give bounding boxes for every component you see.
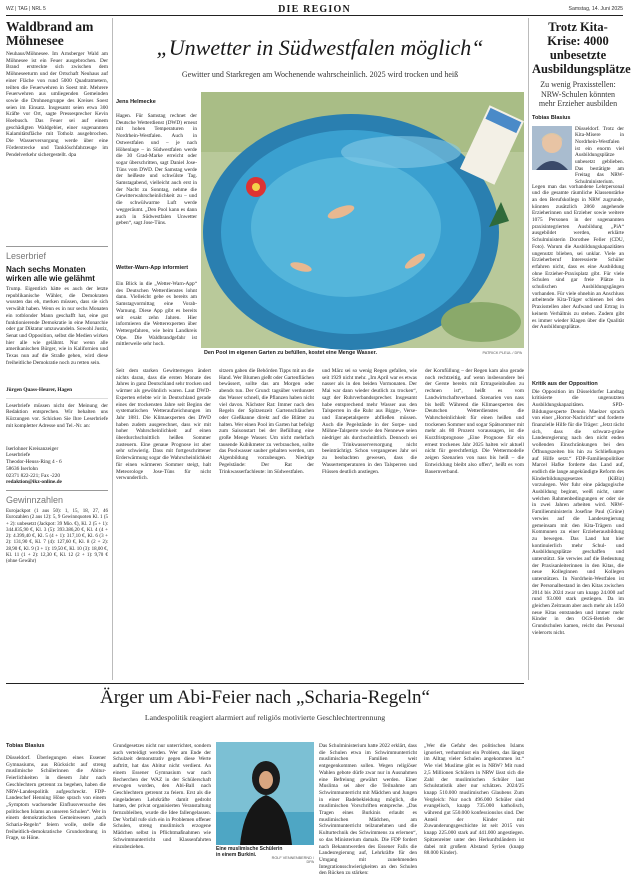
address-email: redaktion@ikz-online.de <box>6 479 62 486</box>
main-body-col3: und März sei so wenig Regen gefallen, wie seit 1929 nicht mehr. „Im April war es etwas nasser als in den beiden Vormonaten. Der Mai war dann wieder deutlich zu trocken“, sagt der Ruhrverbandssprecher. Insgesamt habe entsprechend mehr Wasser aus den Talsperren in die Ruhr aus Bigge-, Verse- und Ennepetalsperre abfließen müssen. Auch die Pegelstände in der Sorpe- und Möhne-Talsperre sowie den Nennewe seien niedriger als durchschnittlich. Dennoch sei die Trinkwasserversorgung nicht beeinträchtigt. Schon vergangenes Jahr sei zu beobachten gewesen, dass die Wassertemperaturen in den Talsperren und Flüssen deutlich anstiegen. <box>322 368 417 475</box>
burkini-credit: ROLF VENNENBERND / DPA <box>271 856 314 864</box>
address-line: Leserbriefe <box>6 452 31 459</box>
abi-author: Tobias Blasius <box>6 743 45 749</box>
divider <box>6 398 108 399</box>
abi-body-col2: Grundgesetzes nicht nur unterrichtet, sondern auch verteidigt werden. Wer am Ende der Schulzeit demonstrativ gegen diese Werte auftritt, hat das Abitur nicht verdient. An einem Essener Gymnasium war nach Recherchen der WAZ in der Schülerschaft erwogen worden, den Abi-Ball nach Geschlechtern getrennt zu feiern. Erst als die eingeladenen Lehrkräfte damit gedroht hatten, der privat organisierten Veranstaltung fernzubleiben, wurde die Idee fallengelassen. Der Vorfall rufe sich ein in Problemen offener Schulen, streng muslimisch erzogene Mädchen selbst in Pflichtmaßnahmen wie Schwimmunterricht und Klassenfahrten einzubeziehen. <box>113 743 211 850</box>
burkini-caption: Eine muslimische Schülerin in einem Burkini. <box>216 846 283 858</box>
main-body-col1: Seit dem starken Gewitterregen ändert nichts daran, dass die ersten Monate des Jahres in ganz Deutschland sehr trocken und wärmer als gewöhnlich waren. Laut DWD-Experten erlebte wir in Deutschland gerade eines der trockensten Jahre seit Beginn der systematischen Wetteraufzeichnungen im Jahr 1881. Die Klimaexperten des DWD haben zudem ausgerechnet, dass wir mit hoher Wahrscheinlichkeit auf einen überdurchschnittlich heißen Sommer zusteuern. Eine genaue Prognose ist aber sehr schwierig. Dass mit fortgeschrittener Erderwärmung sogar die Wahrscheinlichkeit für einen wärmeren Sommer steigt, halt Meteorologe Jose-Tüns für nicht verwunderlich. <box>116 368 211 482</box>
leserbrief-title: Nach sechs Monaten wirken alle wie gelähmt <box>6 265 95 283</box>
portrait-illustration <box>532 126 572 170</box>
abi-subtitle: Landespolitik reagiert alarmiert auf religiös motivierte Geschlechtertrennung <box>144 713 386 722</box>
kita-body: Legen man das vorhandene Lehrpersonal und die gesamte räumliche Klassenstärke an den Berufskollegs in NRW zugrunde, könnten zusätzlich 2860 angehende Erzieherinnen und Erzieher sowie weitere 1075 Personen in der sogenannten praxisintegrierten Ausbildung „PiA“ ausgebildet werden, erklärte Schulministerin Dorothee Feller (CDU, Foto). Warum die Ausbildungskapazitäten ungenutzt blieben, sei unklar. Viele an Erzieherberuf Interessierte Schüler erfahren nicht, dass es eine Ausbildung ohne Erzieher-Praxisplatz gibt. Für viele Schulen sind gar freie Plätze in schulischen Ausbildungsgängen vorhanden. Für viele ohnehin an Anschluss arbeitende Kita-Träger schienen bei den Praxisstellen aber Aufwand und Ertrag in keinem Verhältnis zu stehen. Zudem gibt es immer wieder Klagen über die Qualität der Ausbildungsplätze. <box>532 183 624 331</box>
pool-illustration <box>201 92 524 348</box>
address-line: Theodor-Heuss-Ring 4 - 6 <box>6 459 62 466</box>
main-body-col4: der Kornfüllung – der Regen kam also gerade noch rechtzeitig, auf wenn insbesondere bei der Gerste bereits mit Ertragseinbußen zu rechnen ist“, heißt es vom Landwirtschaftsverband. Szenarien von nass bis heiß: Während die Klimaexperten des Deutschen Wetterdienstes die Wahrscheinlichkeit für einen heißen und trockenen Sommer und sogar Spätsommer mit mehr als 80 Prozent voraussagen, ist die Kurzfristprognose „Eine Prognose für ein ernest trockenes Jahr 2025 halten wir aktuell nicht für gerechtfertigt. Die Wettermodelle zeigen Szenarien von nass bis heiß – die Entwicklung bleibt also offen“, heißt es vom Bauernverband. <box>425 368 524 475</box>
abi-body-col3: Das Schulministerium hatte 2022 erklärt, dass die Schulen etwa im Schwimmunterricht muslimischen Familien weit entgegenkommen sollen. Wegen religiöser Wahlen gebote dürfe zwar nur in Ausnahmen eine Befreiung gewährt werden. Einer Muslima sei aber die Teilnahme am Schwimmunterricht mit Mädchen und Jungen in einer Badebekleidung möglich, die muslimischen Vorschriften entspreche. „Das Tragen eines Burkinis erlaubt es muslimischen Mädchen, am Schwimmunterricht teilzunehmen und die Kulturtechnik des Schwimmens zu erlernen“, so das Ministerium damals. Die FDP fordert nach Bekanntwerden des Essener Falls die Landesregierung auf, Lehrkräfte für den Umgang mit zunehmenden Integrationsschwierigkeiten an den Schulen den Rücken zu stärken: <box>319 743 417 877</box>
brand-article-title: Waldbrand am Möhnesee <box>6 19 94 48</box>
address-line: Iserlohner Kreisanzeiger <box>6 445 59 452</box>
burkini-illustration <box>216 742 314 845</box>
abi-body-col1: Düsseldorf. Überlegungen eines Essener Gymnasiums, aus Rücksicht auf streng muslimische Schülerinnen die Abitur-Feierlichkeiten in diesem Jahr nach Geschlechtern getrennt zu begehen, haben die NRW-Landespolitik aufgeschreckt. FDP-Landeschef Henning Höne sprach von einem „Symptom wachsender Einflussversuche des politischen Islams an unseren Schulen“. Wer in einem demokratischen Gemeinwesen „nach Scharia-Regeln“ feiern wolle, stelle die freiheitlich-demokratische Grundordnung in Frage, so Höne. <box>6 755 106 842</box>
pool-credit: PATRICK PLEUL / DPA <box>482 351 522 355</box>
pool-photo <box>201 92 524 348</box>
app-kicker: Wetter-Warn-App informiert <box>116 265 189 271</box>
divider <box>6 246 108 247</box>
leserbrief-label: Leserbrief <box>6 251 47 261</box>
kita-headline: Trotz Kita-Krise: 4000 unbesetzte Ausbildungsplätze <box>532 20 631 76</box>
leserbrief-author: Jürgen Quass-Heurer, Hagen <box>6 387 73 393</box>
kita-author: Tobias Blasius <box>532 114 571 121</box>
main-body-col2: sitzern gaben die Behörden Tipps mit an die Hand. Wer Blumen gießt oder Gartenflächen bewässert, sollte das am Morgen oder abends tun. Der Grund: tagsüber verdunstet das Wasser schnell, die Pflanzen haben nicht viel davon. Nächster Rat: Immer nach den Regeln der Spitzenzeit Gartenschläuchen oder Gießkanne direkt auf die Blätter zu halten. Wer einen Pool im Garten hat befolgt zum Saisonstart bei der Befüllung eine große Menge Wasser. Um nicht mehrfach tausende Kubikmeter zu verbrauchen, sollte das Poolwasser sauber gehalten werden, um Algenbildung vorzubeugen. Niedrige Pegelstände: Der Rat der Trinkwasserfachleute: im Südwestfalen. <box>219 368 314 475</box>
leserbrief-body: Trump. Eigentlich hätte es auch der letzte republikanische Wähler, die Demokraten wussten das eh, merken müssen, dass sie sich verwählt haben. Wenn es in nur sechs Monaten ein rotblonder Mann geschafft hat, eine gut funktionierende Demokratie in eine Monarchie oder gar Diktatur umzuwandeln. Sowohl Justiz, Senat und Opposition, selbst die Medien wirken hier alle wie gelähmt. Nur wenn alle amerikanischen Bürger, wie in Kalifornien und Texas nun auf die Straße gehen, wird diese freiheitliche Demokratie noch zu retten sein. <box>6 286 108 366</box>
column-divider-left <box>112 18 113 680</box>
abi-headline: Ärger um Abi-Feier nach „Scharia-Regeln“ <box>100 687 430 708</box>
main-subtitle: Gewitter und Starkregen am Wochenende wahrscheinlich. 2025 wird trocken und heiß <box>181 70 459 79</box>
bottom-divider <box>6 683 524 684</box>
main-intro-body: Hagen. Für Samstag rechnet der Deutsche Wetterdienst (DWD) erneut mit hohen Temperaturen in Nordrhein-Westfalen. Auch in Ostwestfalen und – je nach Höhenlage – in Südwestfalen werde die 30 Grad-Marke erreicht oder sogar überschritten, sagt Daniel Jose-Tüns vom DWD. Der Samstag werde der heißeste und schwülste Tag. Samstagabend, vielleicht auch erst in der Nacht zu Sonntag, nehme die Gewitterwahrscheinlichkeit zu – und die schwülwarme Luft werde weggeräumt. „Den Pool kann es dann auch in Südwestfalen Unwetter geben“, sagt Jose-Tüns. <box>116 113 197 227</box>
address-line: 58636 Iserlohn <box>6 465 38 472</box>
burkini-photo <box>216 742 314 845</box>
pool-caption: Den Pool im eigenen Garten zu befüllen, kostet eine Menge Wasser. <box>204 350 377 356</box>
kita-intro-body: Düsseldorf. Trotz der Kita-Misere in Nordrhein-Westfalen ist ein enorm viel Ausbildungsplätze unbesetzt geblieben. Das bestätigte am Freitag das NRW-Schulministerium. <box>575 125 624 186</box>
paper-id: WZ | TAG | NRL 5 <box>6 6 46 12</box>
kita-subtitle: Zu wenig Praxisstellen: NRW-Schulen könnten mehr Erzieher ausbilden <box>538 80 618 108</box>
brand-article-body: Neuhaus/Möhnesee. Im Arnsberger Wald am Möhnesee ist ein Feuer ausgebrochen. Der Brand erstreckte sich zwischen dem Möhneseeturm und der Ortschaft Neuhaus auf einer Fläche von rund 5000 Quadratmetern, teilten die Feuerwehren in Soest mit. Mehrere Feuerwehren aus umliegenden Gemeinden sowie die Drohnengruppe des Kreises Soest seien im Einsatz. Insgesamt seien etwa 300 Kräfte vor Ort, sagte Pressesprecher Kevin Hoebusch. Das Feuer sei auf einem geschädigten Waldgebiet, einer sogenannten Kalamitätsfläche mit Totholz ausgebrochen. Die Wasserversorgung werde über eine Förderstrecke und Tanklöschfahrzeuge im Pendelverkehr sichergestellt. dpa <box>6 51 108 158</box>
opposition-kicker: Kritik aus der Opposition <box>532 380 598 387</box>
kita-intro <box>532 125 624 186</box>
column-divider-right <box>528 18 529 680</box>
opposition-body: Die Opposition im Düsseldorfer Landtag kritisierte die ungenutzten Ausbildungskapazitäten. SPD-Bildungsexperte Dennis Maelzer sprach von einer „Horror-Nachricht“ und forderte finanzielle Hilfe für die Träger: „Jetzt rächt sich, dass die schwarz-grüne Landesregierung nach den nicht enden wollenden Einschränkungen bei den Öffnungszeiten bis hin zu Schließungen auf Hilfe setzt.“ FDP-Familienpolitiker Marcel Hafke forderte das Land auf, endlich die lange angekündigte Reform des Kinderbildungsgesetzes (KiBiz) vorzulegen. Wer fuhr eine pädagogische Ausbildung beginnt, weiß nicht, unter welchen Rahmenbedingungen er oder sie in zwei Jahren arbeiten wird. NRW-Familienministerin Josefine Paul (Grüne) verwies auf die Landesregierung gemeinsam mit den Kita-Trägern und Kommunen zu einer Erzieherausbildung zu bewegen. Das Land hat hier kontinuierlich mehr Schul- und Ausbildungsplätze geschaffen und unterstützt. Sie verwies auf die Bedeutung der Praxisanleiterinnen in den Kitas, die neue Kolleginnen und Kollegen unterstützen. In Nordrhein-Westfalen ist der Personalbestand in den Kitas zwischen 2014 bis 2024 zwar um knapp 24.000 auf rund 93.000 stark gestiegen. Da im gleichen Zeitraum aber auch mehr als 1450 neue Kitas entstanden und immer mehr Kinder in den OGS-Betrieb der Grundschulen kamen, reicht das Personal vielerorts nicht. <box>532 388 624 636</box>
leserbrief-note: Leserbriefe müssen nicht der Meinung der Redaktion entsprechen. Wir behalten uns Kürzungen vor. Schicken Sie Ihre Leserbriefe mit kompletter Adresse und Tel.-Nr. an: <box>6 402 108 429</box>
main-headline: „Unwetter in Südwestfalen möglich“ <box>156 35 484 60</box>
gewinnzahlen-label: Gewinnzahlen <box>6 494 64 505</box>
app-body: Ein Blick in die „Wetter-Warn-App“ des Deutschen Wetterdienstes lohnt dann. Vielleicht gebe es bereits am Samstagvormittag eine Vorab-Warnung. Diese App gibt es bereits seit exakt zehn Jahren. Hier informieren die Wetterexperten über Wettergefahren, wie beim Landkreis Olpe. Die Waldbrandgefahr ist mittlerweile sehr hoch. <box>116 281 197 348</box>
main-author: Jens Helmecke <box>116 99 156 105</box>
issue-date: Samstag, 14. Juni 2025 <box>568 6 623 12</box>
minister-portrait <box>532 126 572 170</box>
left-column <box>6 20 108 617</box>
address-line: 02371 822-221; Fax -220 <box>6 472 60 479</box>
gewinnzahlen-body: Eurojackpot (1 aus 50): 1, 15, 18, 27, 46 Eurozahlen (2 aus 12): 5, 9 Gewinnquoten Kl. 1 (5 + 2): unbesetzt (Jackpot: 39 Mio. €), Kl. 2 (5 + 1): 344.835,90 €, Kl. 3 (5): 393.386,20 €, Kl. 4 (4 + 2): 4.399,40 €, Kl. 5 (4 + 1): 317,10 €, Kl. 6 (3 + 2): 131,90 €, Kl. 7 (4): 127,60 €, Kl. 8 (2 + 2): 28,90 €, Kl. 9 (3 + 1): 19,50 €, Kl. 10 (3): 18,00 €, Kl. 11 (1 + 2): 12,30 €, Kl. 12 (2 + 1): 9,70 € (ohne Gewähr) <box>6 508 108 565</box>
page-header <box>6 4 623 16</box>
abi-body-col4: „Wer die Gefahr des politischen Islams ignoriert, verharmlost ein Problem, das längst im Alltag vieler Schulen angekommen ist.“ Wie viel Muslime gibt es in NRW? Mit rund 2,5 Millionen Schülern in NRW lässt sich die Zahl der muslimischen Schüler laut Schulstatistik aber nur schätzen. 2024/25 knapp 510.000 muslimischen Glaubens Zum Vergleich: Nur noch 496.000 Schüler sind evangelisch, knapp 735.000 katholisch, während gut 550.000 konfessionslos sind. Der Anteil der Kinder mit Zuwanderungsgeschichte ist seit 2015 von knapp 225.000 stark auf 441.000 angestiegen. Spitzenreiter unter den Herkunftsländern ist dabei mit großem Abstand Syrien (knapp 88.000 Kinder). <box>424 743 524 857</box>
divider <box>6 490 108 491</box>
address-block <box>6 446 108 486</box>
right-column <box>532 20 631 821</box>
section-title: DIE REGION <box>278 4 351 15</box>
